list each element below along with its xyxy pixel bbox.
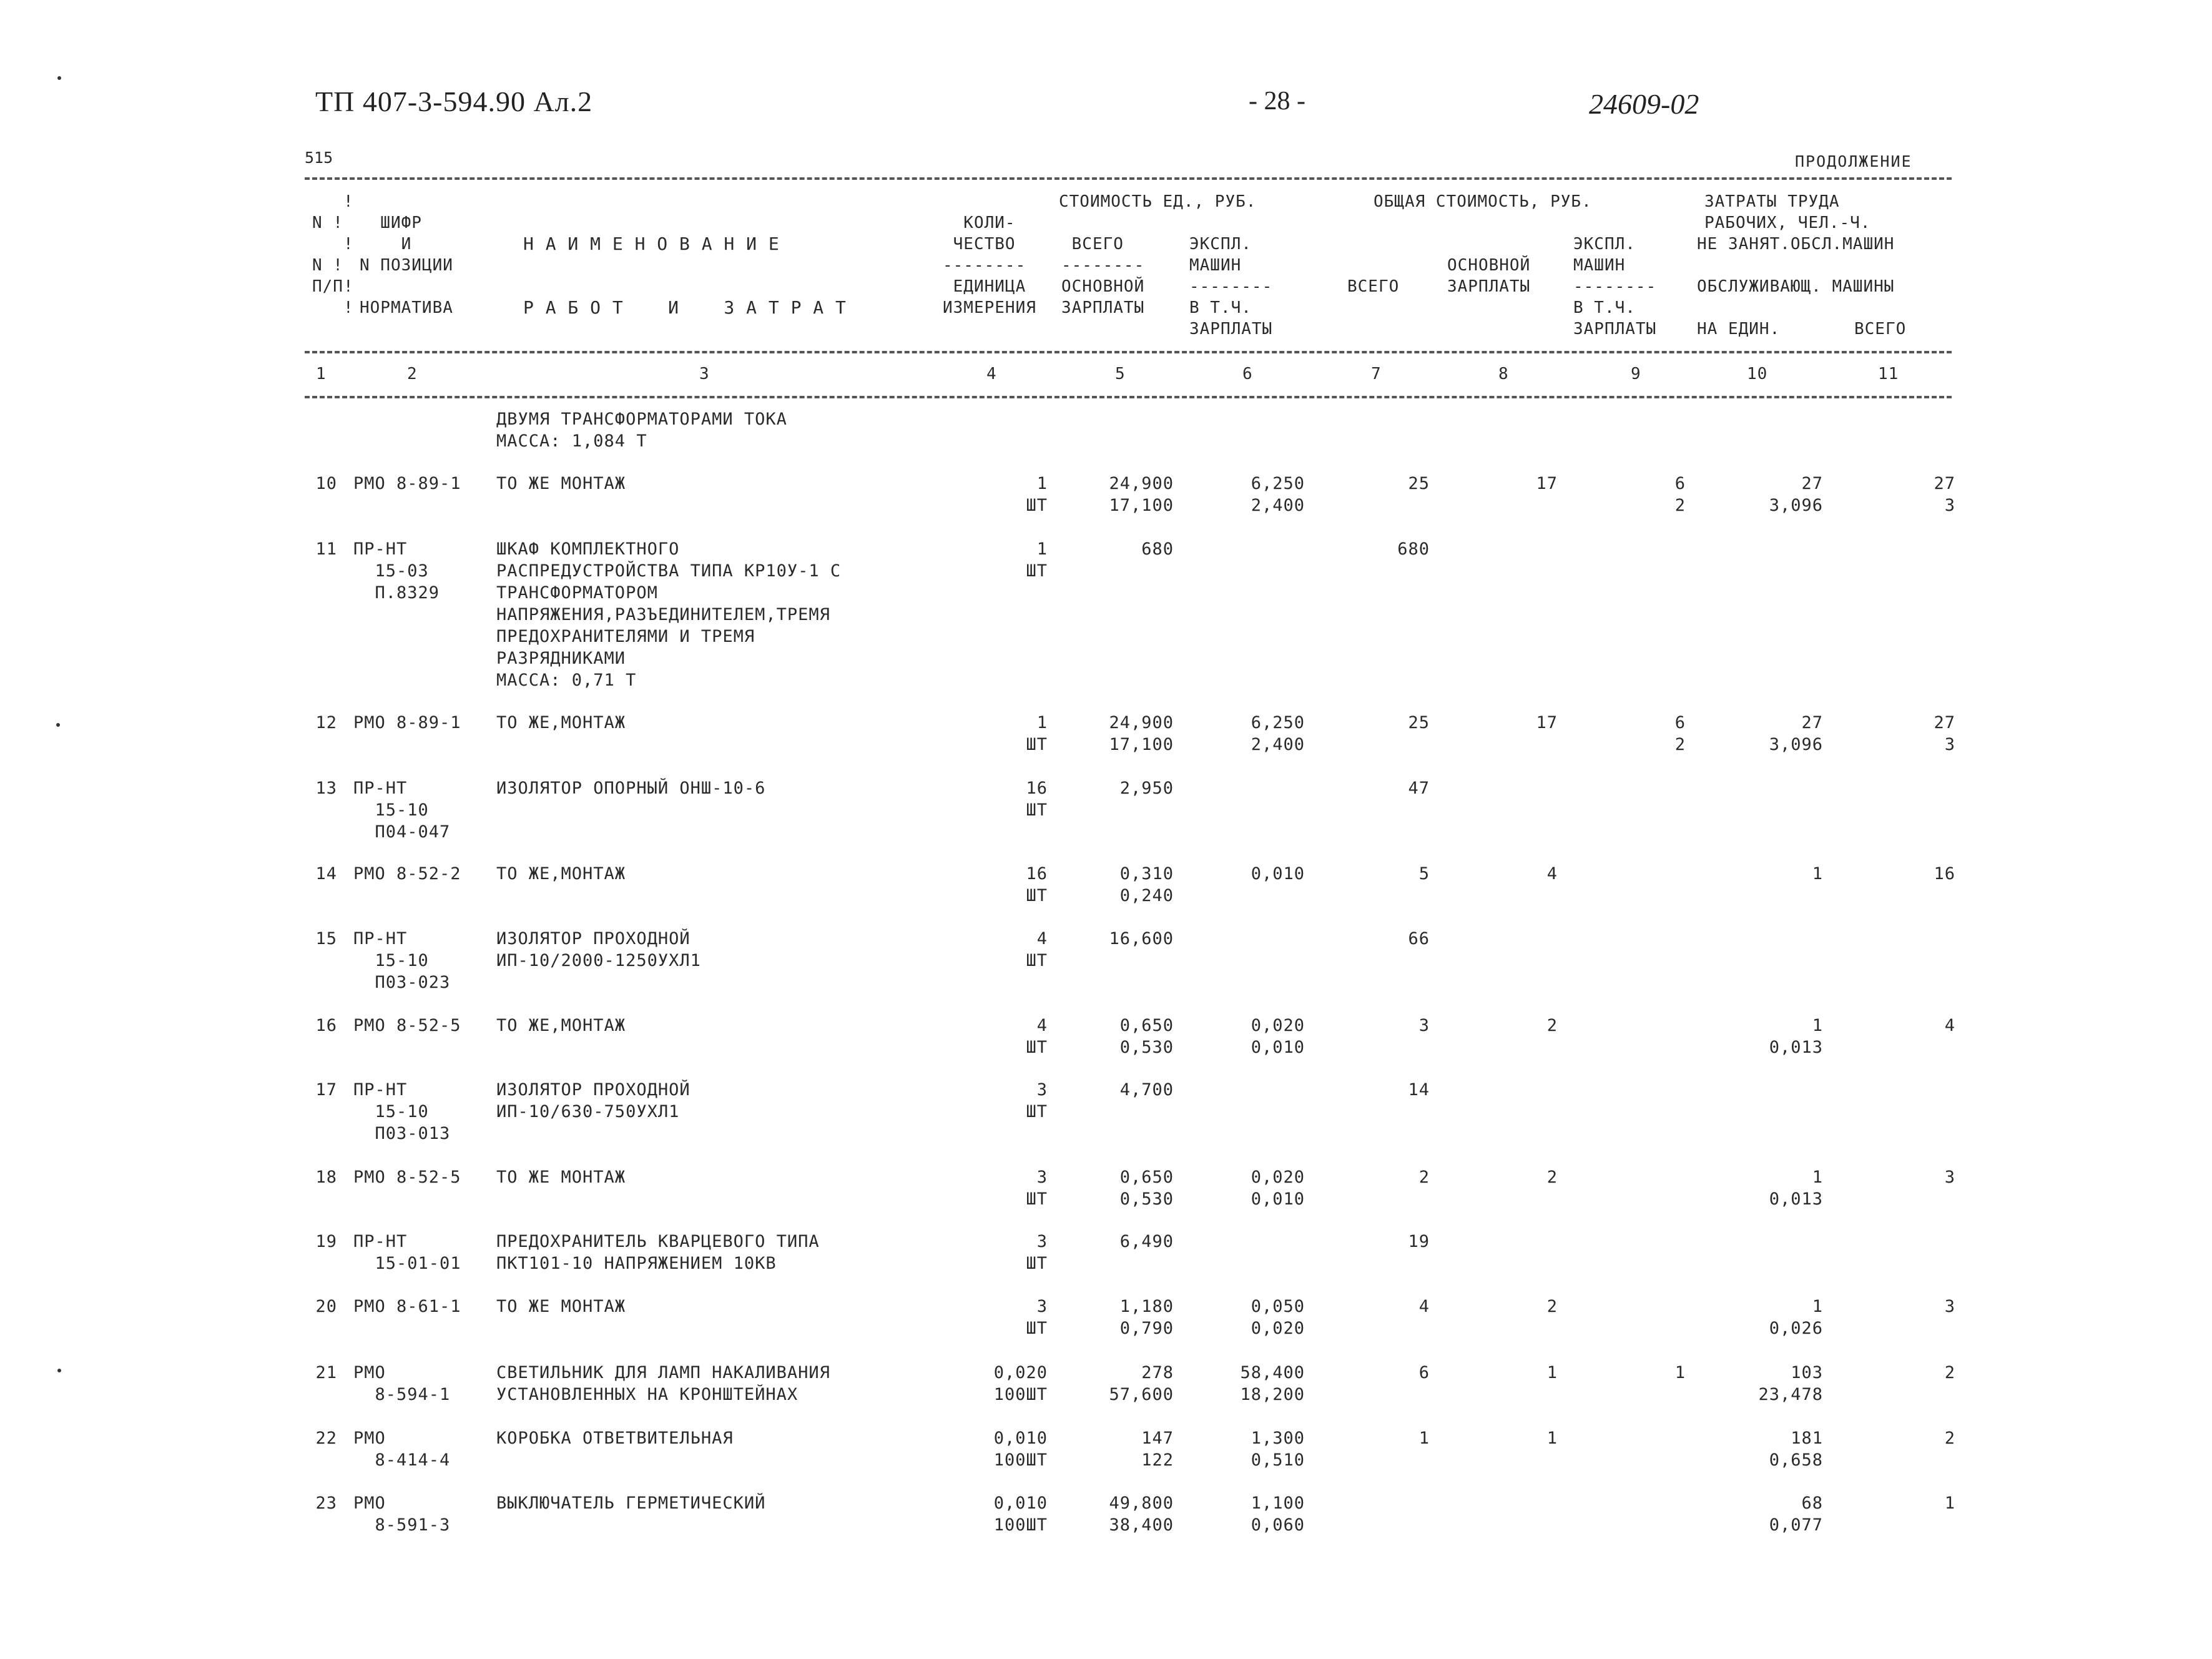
- row-number: 18: [315, 1168, 337, 1187]
- unit-cost-machines: 1,300 0,510: [1251, 1429, 1305, 1470]
- total-cost: 1: [1418, 1429, 1430, 1448]
- scan-speck: [57, 1369, 61, 1372]
- total-cost: 6: [1418, 1363, 1430, 1382]
- header-col-11: ВСЕГО: [1854, 320, 1907, 338]
- work-name: ТО ЖЕ,МОНТАЖ: [496, 1016, 626, 1035]
- sheet-number: 515: [305, 149, 333, 167]
- row-number: 23: [315, 1494, 337, 1513]
- labour-total: 3: [1944, 1168, 1955, 1187]
- quantity-unit: 4 ШТ: [1026, 1016, 1048, 1057]
- total-wages: 4: [1546, 864, 1558, 884]
- unit-cost-machines: 6,250 2,400: [1251, 713, 1305, 754]
- normative-code: ПР-НТ 15-10 П03-013: [353, 1080, 451, 1143]
- unit-cost-total: 49,800 38,400: [1109, 1494, 1174, 1535]
- labour-total: 3: [1944, 1297, 1955, 1316]
- total-cost: 5: [1418, 864, 1430, 884]
- normative-code: ПР-НТ 15-10 П04-047: [353, 779, 451, 842]
- unit-cost-total: 147 122: [1141, 1429, 1174, 1470]
- quantity-unit: 16 ШТ: [1026, 864, 1048, 905]
- row-number: 11: [315, 539, 337, 559]
- normative-code: РМО 8-89-1: [353, 713, 461, 732]
- column-number: 4: [986, 365, 997, 383]
- document-title: ТП 407-3-594.90 Ал.2: [315, 86, 593, 117]
- row-number: 10: [315, 474, 337, 493]
- scan-speck: [57, 76, 61, 80]
- column-number: 10: [1747, 365, 1768, 383]
- work-name: ВЫКЛЮЧАТЕЛЬ ГЕРМЕТИЧЕСКИЙ: [496, 1494, 766, 1513]
- labour-total: 1: [1944, 1494, 1955, 1513]
- page-number: - 28 -: [1249, 87, 1305, 116]
- total-wages: 17: [1536, 713, 1558, 732]
- quantity-unit: 1 ШТ: [1026, 713, 1048, 754]
- quantity-unit: 0,010 100ШТ: [993, 1494, 1048, 1535]
- labour-total: 2: [1944, 1363, 1955, 1382]
- total-machines: 1: [1674, 1363, 1686, 1382]
- unit-cost-total: 0,650 0,530: [1119, 1016, 1174, 1057]
- total-cost: 2: [1418, 1168, 1430, 1187]
- normative-code: РМО 8-52-5: [353, 1016, 461, 1035]
- total-machines: 6 2: [1674, 474, 1686, 515]
- labour-per-unit: 27 3,096: [1769, 474, 1823, 515]
- labour-total: 2: [1944, 1429, 1955, 1448]
- document-code: 24609-02: [1589, 88, 1699, 120]
- total-wages: 1: [1546, 1429, 1558, 1448]
- unit-cost-total: 2,950: [1119, 779, 1174, 798]
- labour-total: 4: [1944, 1016, 1955, 1035]
- total-cost: 4: [1418, 1297, 1430, 1316]
- row-number: 19: [315, 1232, 337, 1251]
- work-name: КОРОБКА ОТВЕТВИТЕЛЬНАЯ: [496, 1429, 734, 1448]
- row-number: 13: [315, 779, 337, 798]
- column-number: 1: [316, 365, 327, 383]
- header-col-3: Н А И М Е Н О В А Н И Е Р А Б О Т И З А Т Р А Т: [523, 234, 847, 318]
- continuation-label: ПРОДОЛЖЕНИЕ: [1795, 152, 1912, 170]
- row-number: 14: [315, 864, 337, 884]
- column-number: 5: [1115, 365, 1126, 383]
- quantity-unit: 3 ШТ: [1026, 1080, 1048, 1121]
- work-name: ИЗОЛЯТОР ПРОХОДНОЙ ИП-10/2000-1250УХЛ1: [496, 929, 701, 970]
- quantity-unit: 1 ШТ: [1026, 539, 1048, 581]
- header-col-5: ВСЕГО -------- ОСНОВНОЙ ЗАРПЛАТЫ: [1061, 235, 1145, 317]
- header-col-8: ОСНОВНОЙ ЗАРПЛАТЫ: [1447, 256, 1531, 296]
- normative-code: ПР-НТ 15-03 П.8329: [353, 539, 440, 603]
- unit-cost-machines: 58,400 18,200: [1240, 1363, 1305, 1404]
- normative-code: РМО 8-591-3: [353, 1494, 451, 1535]
- work-name: ТО ЖЕ,МОНТАЖ: [496, 713, 626, 732]
- unit-cost-machines: 0,020 0,010: [1251, 1016, 1305, 1057]
- normative-code: РМО 8-52-5: [353, 1168, 461, 1187]
- header-cost-unit: СТОИМОСТЬ ЕД., РУБ.: [1059, 192, 1257, 211]
- labour-per-unit: 68 0,077: [1769, 1494, 1823, 1535]
- work-name: ТО ЖЕ,МОНТАЖ: [496, 864, 626, 884]
- column-number: 2: [407, 365, 418, 383]
- normative-code: РМО 8-414-4: [353, 1429, 451, 1470]
- column-number: 8: [1498, 365, 1509, 383]
- quantity-unit: 4 ШТ: [1026, 929, 1048, 970]
- header-col-9: ЭКСПЛ. МАШИН -------- В Т.Ч. ЗАРПЛАТЫ: [1573, 235, 1657, 338]
- total-cost: 25: [1408, 474, 1430, 493]
- row-number: 21: [315, 1363, 337, 1382]
- unit-cost-machines: 0,010: [1251, 864, 1305, 884]
- labour-total: 27 3: [1934, 713, 1955, 754]
- header-col-4: КОЛИ- ЧЕСТВО -------- ЕДИНИЦА ИЗМЕРЕНИЯ: [943, 214, 1036, 317]
- header-bottom-rule: [305, 396, 1952, 398]
- unit-cost-machines: 6,250 2,400: [1251, 474, 1305, 515]
- unit-cost-machines: 0,050 0,020: [1251, 1297, 1305, 1338]
- total-wages: 1: [1546, 1363, 1558, 1382]
- header-labour-idle: НЕ ЗАНЯТ.ОБСЛ.МАШИН: [1697, 235, 1895, 254]
- normative-code: РМО 8-594-1: [353, 1363, 451, 1404]
- total-cost: 19: [1408, 1232, 1430, 1251]
- header-labour-machines: ОБСЛУЖИВАЮЩ. МАШИНЫ: [1697, 277, 1895, 296]
- work-name: ТО ЖЕ МОНТАЖ: [496, 474, 626, 493]
- work-name: ШКАФ КОМПЛЕКТНОГО РАСПРЕДУСТРОЙСТВА ТИПА КР10У-1 С ТРАНСФОРМАТОРОМ НАПРЯЖЕНИЯ,РАЗЪЕДИНИТЕЛЕМ,ТРЕМЯ ПРЕДОХРАНИТЕЛЯМИ И ТРЕМЯ РАЗРЯДНИКАМИ МАССА: 0,71 Т: [496, 539, 842, 690]
- total-wages: 17: [1536, 474, 1558, 493]
- unit-cost-total: 16,600: [1109, 929, 1174, 948]
- work-name: ТО ЖЕ МОНТАЖ: [496, 1297, 626, 1316]
- continued-item-text: ДВУМЯ ТРАНСФОРМАТОРАМИ ТОКА МАССА: 1,084 Т: [496, 410, 787, 451]
- unit-cost-total: 4,700: [1119, 1080, 1174, 1100]
- header-mid-rule: [305, 351, 1952, 353]
- header-col-1: ! N ! ! N ! П/П! !: [312, 192, 354, 317]
- work-name: ИЗОЛЯТОР ПРОХОДНОЙ ИП-10/630-750УХЛ1: [496, 1080, 691, 1121]
- unit-cost-total: 278 57,600: [1109, 1363, 1174, 1404]
- labour-per-unit: 1 0,013: [1769, 1168, 1823, 1209]
- scan-speck: [56, 723, 60, 727]
- total-cost: 25: [1408, 713, 1430, 732]
- work-name: ИЗОЛЯТОР ОПОРНЫЙ ОНШ-10-6: [496, 779, 766, 798]
- total-cost: 47: [1408, 779, 1430, 798]
- total-machines: 6 2: [1674, 713, 1686, 754]
- work-name: СВЕТИЛЬНИК ДЛЯ ЛАМП НАКАЛИВАНИЯ УСТАНОВЛЕННЫХ НА КРОНШТЕЙНАХ: [496, 1363, 830, 1404]
- row-number: 16: [315, 1016, 337, 1035]
- quantity-unit: 3 ШТ: [1026, 1168, 1048, 1209]
- total-cost: 680: [1397, 539, 1430, 559]
- header-labour: ЗАТРАТЫ ТРУДА РАБОЧИХ, ЧЕЛ.-Ч.: [1704, 192, 1871, 232]
- unit-cost-total: 0,310 0,240: [1119, 864, 1174, 905]
- work-name: ТО ЖЕ МОНТАЖ: [496, 1168, 626, 1187]
- unit-cost-total: 680: [1141, 539, 1174, 559]
- header-top-rule: [305, 177, 1952, 180]
- labour-total: 27 3: [1934, 474, 1955, 515]
- normative-code: РМО 8-61-1: [353, 1297, 461, 1316]
- column-number: 3: [699, 365, 710, 383]
- column-number: 6: [1242, 365, 1253, 383]
- row-number: 12: [315, 713, 337, 732]
- total-wages: 2: [1546, 1297, 1558, 1316]
- unit-cost-total: 0,650 0,530: [1119, 1168, 1174, 1209]
- header-col-6: ЭКСПЛ. МАШИН -------- В Т.Ч. ЗАРПЛАТЫ: [1189, 235, 1273, 338]
- normative-code: ПР-НТ 15-01-01: [353, 1232, 461, 1273]
- unit-cost-total: 24,900 17,100: [1109, 474, 1174, 515]
- labour-per-unit: 181 0,658: [1769, 1429, 1823, 1470]
- column-number: 11: [1878, 365, 1899, 383]
- quantity-unit: 0,010 100ШТ: [993, 1429, 1048, 1470]
- quantity-unit: 1 ШТ: [1026, 474, 1048, 515]
- total-cost: 14: [1408, 1080, 1430, 1100]
- labour-per-unit: 1 0,013: [1769, 1016, 1823, 1057]
- normative-code: РМО 8-52-2: [353, 864, 461, 884]
- labour-per-unit: 1: [1812, 864, 1823, 884]
- row-number: 22: [315, 1429, 337, 1448]
- total-cost: 66: [1408, 929, 1430, 948]
- row-number: 17: [315, 1080, 337, 1100]
- header-total-cost: ОБЩАЯ СТОИМОСТЬ, РУБ.: [1374, 192, 1592, 211]
- labour-per-unit: 1 0,026: [1769, 1297, 1823, 1338]
- column-number: 9: [1631, 365, 1641, 383]
- header-col-10: НА ЕДИН.: [1697, 320, 1781, 338]
- total-wages: 2: [1546, 1168, 1558, 1187]
- row-number: 15: [315, 929, 337, 948]
- labour-per-unit: 103 23,478: [1758, 1363, 1823, 1404]
- unit-cost-machines: 1,100 0,060: [1251, 1494, 1305, 1535]
- unit-cost-total: 6,490: [1119, 1232, 1174, 1251]
- header-col-7: ВСЕГО: [1347, 277, 1400, 296]
- unit-cost-total: 24,900 17,100: [1109, 713, 1174, 754]
- work-name: ПРЕДОХРАНИТЕЛЬ КВАРЦЕВОГО ТИПА ПКТ101-10 НАПРЯЖЕНИЕМ 10КВ: [496, 1232, 820, 1273]
- quantity-unit: 0,020 100ШТ: [993, 1363, 1048, 1404]
- column-number: 7: [1371, 365, 1382, 383]
- quantity-unit: 3 ШТ: [1026, 1297, 1048, 1338]
- normative-code: РМО 8-89-1: [353, 474, 461, 493]
- row-number: 20: [315, 1297, 337, 1316]
- normative-code: ПР-НТ 15-10 П03-023: [353, 929, 451, 992]
- header-col-2: ШИФР И N ПОЗИЦИИ НОРМАТИВА: [360, 214, 453, 317]
- labour-per-unit: 27 3,096: [1769, 713, 1823, 754]
- total-wages: 2: [1546, 1016, 1558, 1035]
- unit-cost-total: 1,180 0,790: [1119, 1297, 1174, 1338]
- quantity-unit: 16 ШТ: [1026, 779, 1048, 820]
- labour-total: 16: [1934, 864, 1955, 884]
- unit-cost-machines: 0,020 0,010: [1251, 1168, 1305, 1209]
- total-cost: 3: [1418, 1016, 1430, 1035]
- quantity-unit: 3 ШТ: [1026, 1232, 1048, 1273]
